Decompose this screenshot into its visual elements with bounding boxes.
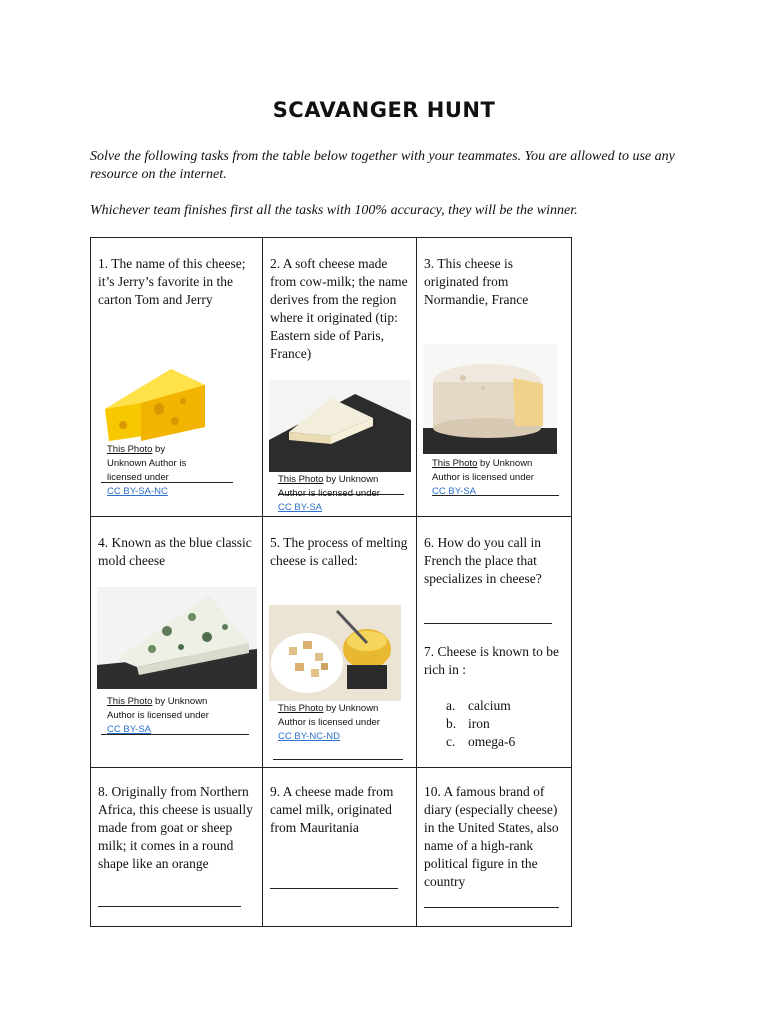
fondue-photo <box>269 605 401 701</box>
task-2-text: 2. A soft cheese made from cow-milk; the name derives from the region where it originated (tip: Eastern side of Paris, France) <box>270 256 408 361</box>
photo-credit-4: This Photo by Unknown Author is licensed under CC BY-SA <box>107 696 209 735</box>
task-cell-1 <box>91 238 263 517</box>
license-link[interactable]: CC BY-NC-ND <box>278 731 340 742</box>
option-a[interactable]: a. calcium <box>446 698 511 713</box>
task-3-text: 3. This cheese is originated from Normandie, France <box>424 256 529 307</box>
task-7-text: 7. Cheese is known to be rich in : <box>424 644 559 677</box>
camembert-cheese-photo <box>423 344 557 454</box>
license-link[interactable]: CC BY-SA-NC <box>107 486 168 497</box>
option-c[interactable]: c. omega-6 <box>446 734 516 749</box>
task-cell-8 <box>91 768 263 927</box>
divider-line <box>278 494 404 495</box>
divider-line <box>101 734 249 735</box>
task-1-text: 1. The name of this cheese; it’s Jerry’s favorite in the carton Tom and Jerry <box>98 256 246 307</box>
task-cell-10 <box>417 768 572 927</box>
task-8-text: 8. Originally from Northern Africa, this cheese is usually made from goat or sheep milk; it comes in a round shape like an orange <box>98 784 253 871</box>
photo-credit-link[interactable]: This Photo <box>107 444 153 455</box>
photo-credit-3: This Photo by Unknown Author is licensed under CC BY-SA <box>432 458 534 497</box>
task-cell-9 <box>263 768 417 927</box>
answer-line[interactable] <box>270 888 398 889</box>
photo-credit-link[interactable]: This Photo <box>278 703 324 714</box>
swiss-cheese-photo <box>101 363 207 443</box>
answer-line[interactable] <box>424 907 559 908</box>
answer-line[interactable] <box>273 759 403 760</box>
task-cell-2 <box>263 238 417 517</box>
intro-winner-paragraph: Whichever team finishes first all the tasks with 100% accuracy, they will be the winner. <box>90 203 578 218</box>
page-title: SCAVANGER HUNT <box>272 98 496 122</box>
license-link[interactable]: CC BY-SA <box>278 502 322 513</box>
license-link[interactable]: CC BY-SA <box>432 486 476 497</box>
photo-credit-link[interactable]: This Photo <box>432 458 478 469</box>
divider-line <box>432 495 559 496</box>
intro-paragraph: Solve the following tasks from the table below together with your teammates. You are allowed to use any resource on the internet. <box>90 149 675 182</box>
task-cell-4 <box>91 517 263 768</box>
photo-credit-2: This Photo by Unknown Author is licensed under CC BY-SA <box>278 474 380 513</box>
task-6-text: 6. How do you call in French the place that specializes in cheese? <box>424 535 542 586</box>
task-9-text: 9. A cheese made from camel milk, originated from Mauritania <box>270 784 394 835</box>
task-cell-6 <box>417 517 572 768</box>
answer-line[interactable] <box>424 623 552 624</box>
task-cell-5 <box>263 517 417 768</box>
task-4-text: 4. Known as the blue classic mold cheese <box>98 535 252 568</box>
task-cell-3 <box>417 238 572 517</box>
answer-line[interactable] <box>98 906 241 907</box>
task-5-text: 5. The process of melting cheese is called: <box>270 535 408 568</box>
photo-credit-5: This Photo by Unknown Author is licensed under CC BY-NC-ND <box>278 703 380 742</box>
photo-credit-link[interactable]: This Photo <box>107 696 153 707</box>
task-10-text: 10. A famous brand of diary (especially cheese) in the United States, also name of a high-rank political figure in the country <box>424 784 559 889</box>
task-table <box>90 237 572 927</box>
divider-line <box>101 482 233 483</box>
blue-cheese-photo <box>97 587 257 689</box>
option-b[interactable]: b. iron <box>446 716 490 731</box>
photo-credit-link[interactable]: This Photo <box>278 474 324 485</box>
license-link[interactable]: CC BY-SA <box>107 724 151 735</box>
photo-credit-1: This Photo by Unknown Author is licensed under CC BY-SA-NC <box>107 444 187 497</box>
brie-cheese-photo <box>269 380 411 472</box>
